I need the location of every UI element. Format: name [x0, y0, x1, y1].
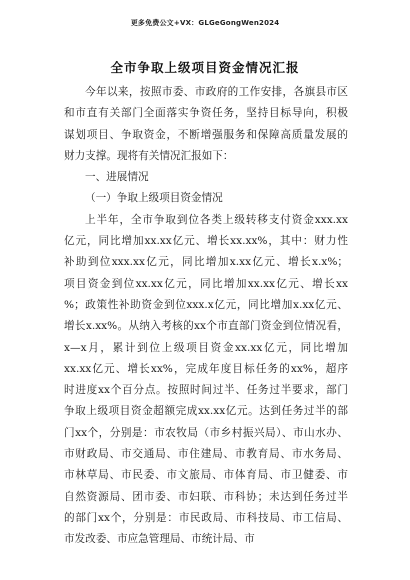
paragraph-line: 上半年，全市争取到位各类上级转移支付资金xxx.xx [85, 213, 348, 226]
paragraph-line-partial: 市发改委、市应急管理局、市统计局、市 [64, 533, 255, 544]
section-heading: 一、进展情况 [85, 171, 149, 184]
paragraph-line: 时进度xx个百分点。按照时间过半、任务过半要求，部门 [64, 384, 348, 397]
paragraph-line: 市财政局、市交通局、市住建局、市教育局、市水务局、 [64, 448, 348, 461]
page-header-note: 更多免费公文+VX：GLGeGongWen2024 [130, 19, 280, 27]
paragraph-line: x—x月，累计到位上级项目资金xx.xx亿元，同比增加 [64, 341, 348, 354]
paragraph-line: 市林草局、市民委、市文旅局、市体育局、市卫健委、市 [64, 469, 348, 482]
paragraph-line: 项目资金到位xx.xx亿元，同比增加xx.xx亿元、增长xx [64, 277, 348, 290]
paragraph-line: 今年以来，按照市委、市政府的工作安排，各旗县市区 [85, 86, 348, 98]
document-title: 全市争取上级项目资金情况汇报 [110, 60, 300, 75]
paragraph-line: %；政策性补助资金到位xxx.x亿元，同比增加x.xx亿元、 [64, 298, 348, 311]
subsection-heading: （一）争取上级项目资金情况 [85, 192, 223, 205]
paragraph-line: 的部门xx个，分别是：市民政局、市科技局、市工信局、 [64, 511, 348, 524]
paragraph-line: 亿元，同比增加xx.xx亿元、增长xx.xx%，其中：财力性 [64, 235, 348, 248]
paragraph-line: xx.xx亿元、增长xx%，完成年度目标任务的xx%，超序 [64, 362, 348, 375]
paragraph-line: 自然资源局、团市委、市妇联、市科协；未达到任务过半 [64, 490, 348, 503]
paragraph-line: 争取上级项目资金超额完成xx.xx亿元。达到任务过半的部 [64, 405, 348, 418]
paragraph-line: 门xx个，分别是：市农牧局（市乡村振兴局）、市山水办、 [64, 426, 348, 439]
document-body [64, 82, 348, 543]
paragraph-line: 增长x.xx%。从纳入考核的xx个市直部门资金到位情况看， [64, 320, 348, 333]
paragraph-line: 和市直有关部门全面落实争资任务，坚持目标导向，积极 [64, 107, 348, 120]
paragraph-line: 补助到位xxx.xx亿元，同比增加x.xx亿元、增长x.x%； [64, 256, 348, 269]
paragraph-line: 财力支撑。现将有关情况汇报如下： [64, 149, 234, 162]
paragraph-line: 谋划项目、争取资金，不断增强服务和保障高质量发展的 [64, 128, 348, 141]
